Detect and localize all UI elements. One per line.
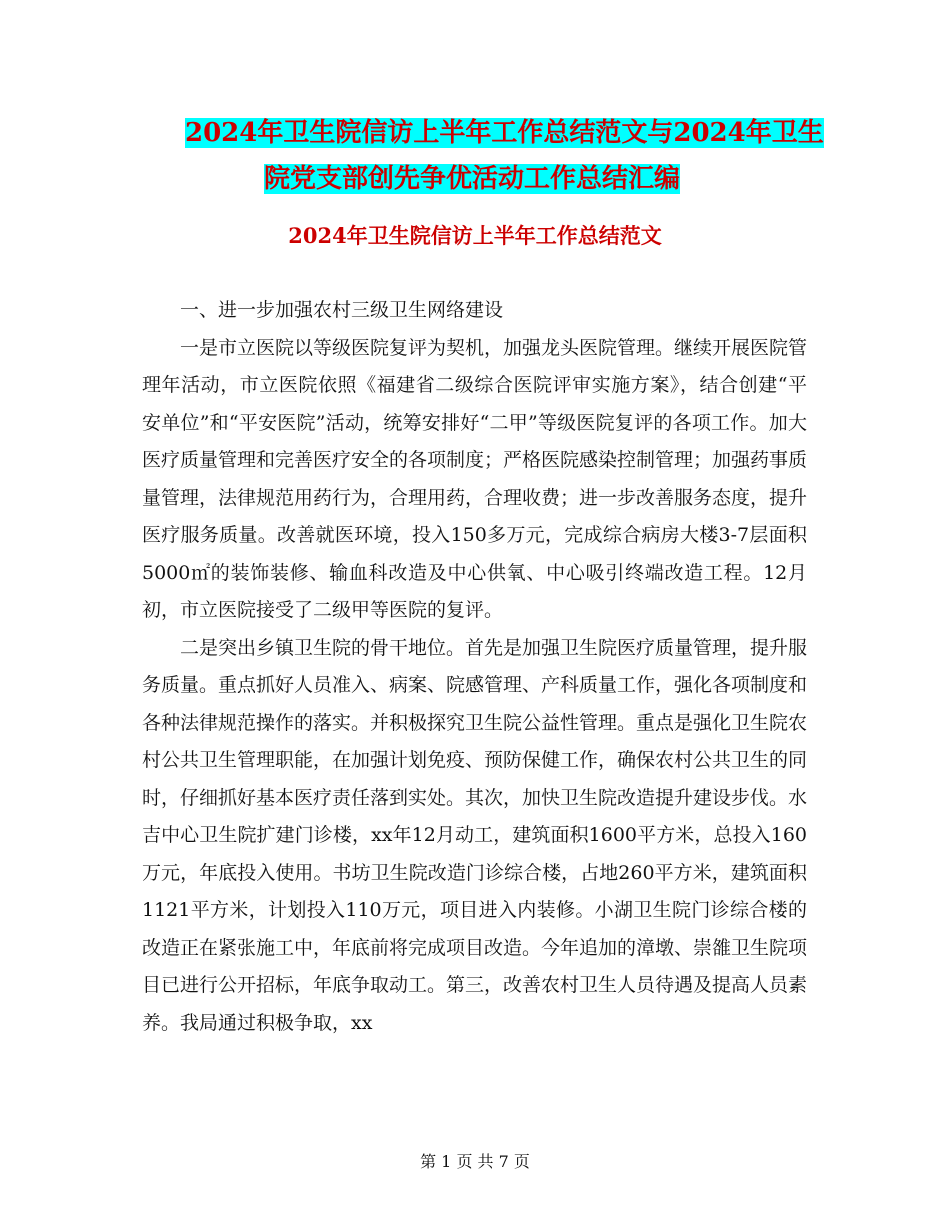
document-body: [142, 292, 807, 1042]
page-number-footer: 第 1 页 共 7 页: [420, 1152, 530, 1171]
title-line-2: 院党支部创先争优活动工作总结汇编: [264, 164, 681, 194]
section-title: 2024年卫生院信访上半年工作总结范文: [288, 223, 662, 248]
paragraph: 二是突出乡镇卫生院的骨干地位。首先是加强卫生院医疗质量管理，提升服务质量。重点抓好人员准入、病案、院感管理、产科质量工作，强化各项制度和各种法律规范操作的落实。并积极探究卫生院公益性管理。重点是强化卫生院农村公共卫生管理职能，在加强计划免疫、预防保健工作，确保农村公共卫生的同时，仔细抓好基本医疗责任落到实处。其次，加快卫生院改造提升建设步伐。水吉中心卫生院扩建门诊楼，xx年12月动工，建筑面积1600平方米，总投入160万元，年底投入使用。书坊卫生院改造门诊综合楼，占地260平方米，建筑面积1121平方米，计划投入110万元，项目进入内装修。小湖卫生院门诊综合楼的改造正在紧张施工中，年底前将完成项目改造。今年追加的漳墩、崇雒卫生院项目已进行公开招标，年底争取动工。第三，改善农村卫生人员待遇及提高人员素养。我局通过积极争取，xx: [142, 636, 808, 1034]
paragraph: 一、进一步加强农村三级卫生网络建设: [180, 299, 504, 321]
paragraph: 一是市立医院以等级医院复评为契机，加强龙头医院管理。继续开展医院管理年活动，市立医院依照《福建省二级综合医院评审实施方案》，结合创建“平安单位”和“平安医院”活动，统筹安排好“二甲”等级医院复评的各项工作。加大医疗质量管理和完善医疗安全的各项制度；严格医院感染控制管理；加强药事质量管理，法律规范用药行为，合理用药，合理收费；进一步改善服务态度，提升医疗服务质量。改善就医环境，投入150多万元，完成综合病房大楼3-7层面积5000㎡的装饰装修、输血科改造及中心供氧、中心吸引终端改造工程。12月初，市立医院接受了二级甲等医院的复评。: [142, 336, 808, 621]
document-title: [140, 110, 840, 202]
title-line-1: 2024年卫生院信访上半年工作总结范文与2024年卫生: [185, 118, 824, 148]
